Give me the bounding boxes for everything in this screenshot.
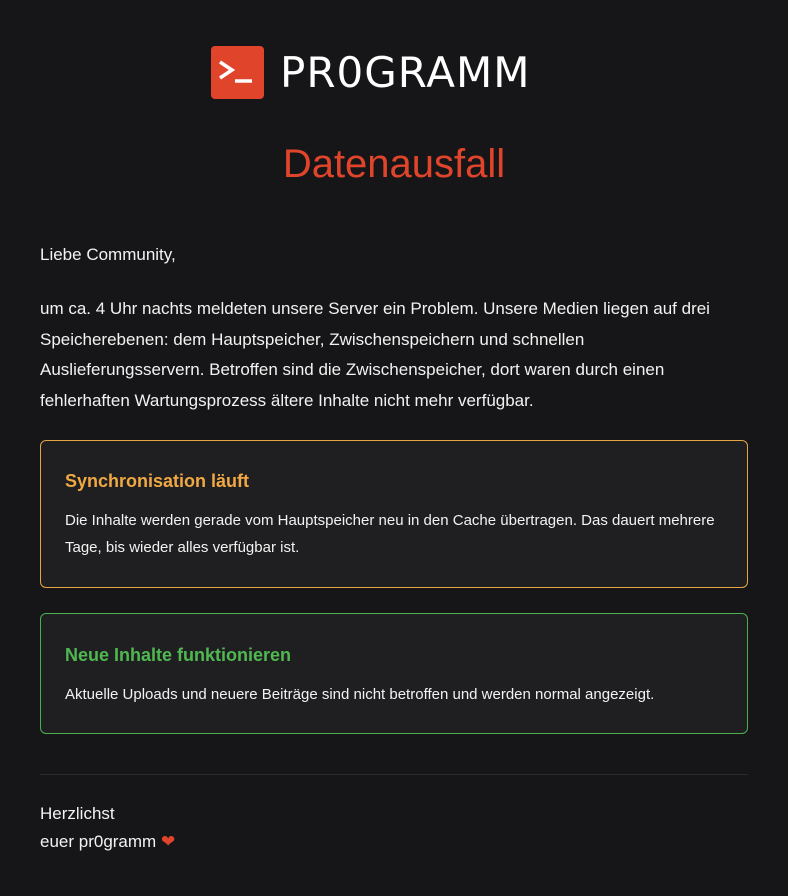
sync-status-card [40, 440, 748, 588]
intro-paragraph: um ca. 4 Uhr nachts meldeten unsere Server ein Problem. Unsere Medien liegen auf drei Speicherebenen: dem Hauptspeicher, Zwischenspeichern und schnellen Auslieferungsservern. Betroffen sind die Zwischenspeicher, dort waren durch einen fehlerhaften Wartungsprozess ältere Inhalte nicht mehr verfügbar. [40, 299, 710, 410]
logo [211, 46, 530, 99]
divider [40, 774, 748, 775]
signoff [40, 800, 175, 856]
signoff-name: euer pr0gramm [40, 832, 157, 851]
terminal-prompt-icon [211, 46, 264, 99]
signoff-line: Herzlichst [40, 804, 115, 823]
logo-text: PR0GRAMM [280, 48, 531, 97]
heart-icon: ❤ [160, 832, 176, 851]
signoff-signature [40, 828, 175, 856]
sync-status-text: Die Inhalte werden gerade vom Hauptspeicher neu in den Cache übertragen. Das dauert mehrere Tage, bis wieder alles verfügbar ist. [65, 512, 715, 556]
greeting: Liebe Community, [40, 245, 176, 264]
sync-status-title: Synchronisation läuft [65, 471, 250, 491]
new-content-card [40, 613, 748, 734]
page-title: Datenausfall [282, 142, 506, 186]
new-content-text: Aktuelle Uploads und neuere Beiträge sind nicht betroffen und werden normal angezeigt. [65, 686, 655, 703]
new-content-title: Neue Inhalte funktionieren [65, 645, 292, 665]
